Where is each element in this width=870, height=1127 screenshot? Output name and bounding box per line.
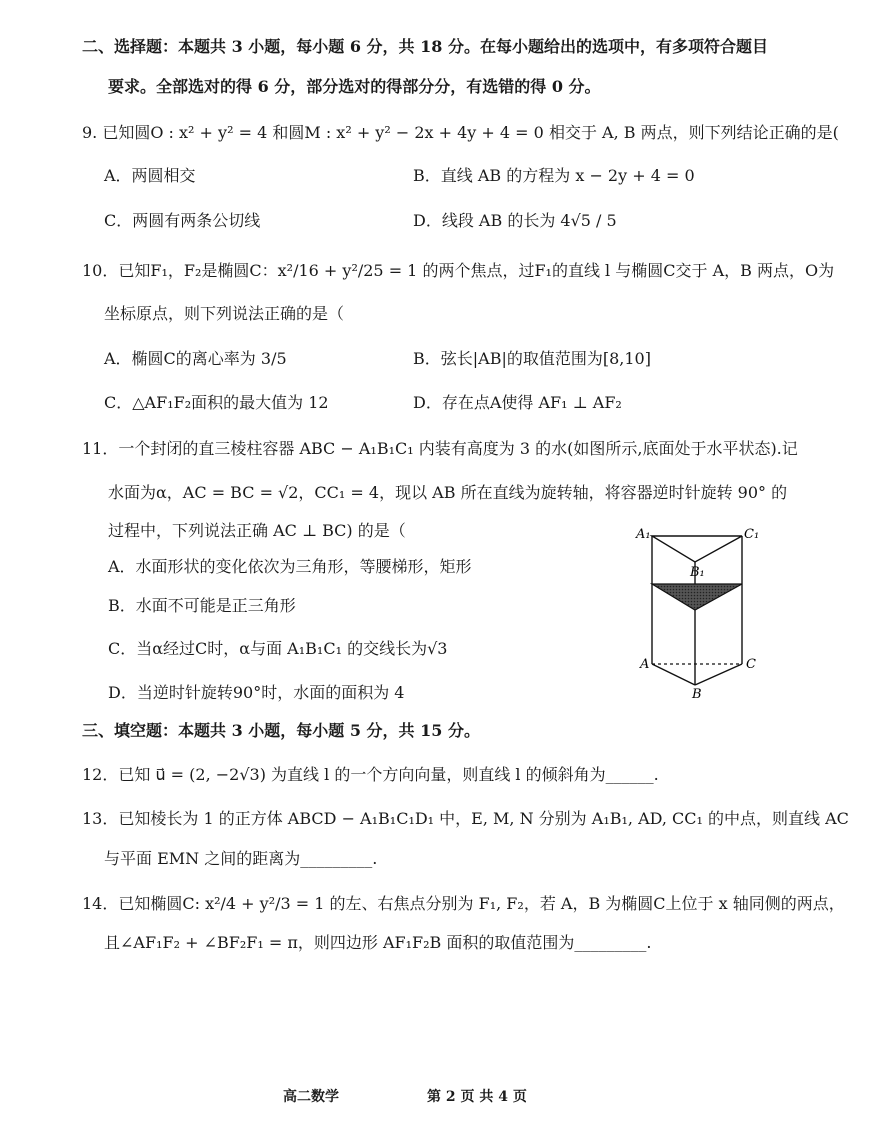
- q9-option-c: C．两圆有两条公切线: [104, 211, 261, 230]
- label-a: A: [640, 657, 650, 672]
- q11-stem-line2: 水面为α，AC = BC = √2，CC₁ = 4，现以 AB 所在直线为旋转轴，将容器逆时针旋转 90° 的: [108, 483, 788, 502]
- q10-stem-line1: 10．已知F₁，F₂是椭圆C：x²/16 + y²/25 = 1 的两个焦点，过F₁的直线 l 与椭圆C交于 A，B 两点，O为: [82, 261, 835, 280]
- q11-option-c: C．当α经过C时，α与面 A₁B₁C₁ 的交线长为√3: [108, 639, 448, 658]
- footer-subject: 高二数学: [283, 1089, 339, 1105]
- q11-option-b: B．水面不可能是正三角形: [108, 596, 296, 615]
- label-c: C: [746, 657, 756, 672]
- q10-option-d: D．存在点A使得 AF₁ ⊥ AF₂: [413, 393, 622, 412]
- q11-stem-line3: 过程中，下列说法正确 AC ⊥ BC) 的是（: [108, 521, 406, 540]
- q14-line1: 14．已知椭圆C: x²/4 + y²/3 = 1 的左、右焦点分别为 F₁, F₂，若 A，B 为椭圆C上位于 x 轴同侧的两点，: [82, 894, 845, 913]
- q10-option-c: C．△AF₁F₂面积的最大值为 12: [104, 393, 329, 412]
- water-surface: [652, 584, 742, 610]
- q13-line1: 13．已知棱长为 1 的正方体 ABCD − A₁B₁C₁D₁ 中，E, M, N 分别为 A₁B₁, AD, CC₁ 的中点，则直线 AC: [82, 809, 849, 828]
- q12-text: 12．已知 u⃗ = (2, −2√3) 为直线 l 的一个方向向量，则直线 l 的倾斜角为______.: [82, 765, 659, 784]
- q10-option-b: B．弦长|AB|的取值范围为[8,10]: [413, 349, 651, 368]
- label-c1: C₁: [744, 527, 760, 542]
- q9-option-d: D．线段 AB 的长为 4√5 / 5: [413, 211, 617, 230]
- label-b: B: [692, 687, 702, 700]
- label-a1: A₁: [636, 527, 651, 542]
- q10-stem-line2: 坐标原点，则下列说法正确的是（: [104, 304, 345, 323]
- q10-option-a: A．椭圆C的离心率为 3/5: [104, 349, 287, 368]
- q9-option-a: A．两圆相交: [104, 166, 196, 185]
- label-b1: B₁: [690, 565, 705, 580]
- footer-page-number: 第 2 页 共 4 页: [427, 1089, 527, 1105]
- q13-line2: 与平面 EMN 之间的距离为_________.: [104, 849, 378, 868]
- prism-figure: [630, 522, 780, 700]
- q9-option-b: B．直线 AB 的方程为 x − 2y + 4 = 0: [413, 166, 695, 185]
- section2-header-line1: 二、选择题：本题共 3 小题，每小题 6 分，共 18 分。在每小题给出的选项中，有多项符合题目: [82, 37, 768, 56]
- q9-stem: 9. 已知圆O : x² + y² = 4 和圆M : x² + y² − 2x + 4y + 4 = 0 相交于 A, B 两点，则下列结论正确的是(: [82, 123, 839, 142]
- q11-option-d: D．当逆时针旋转90°时，水面的面积为 4: [108, 683, 405, 702]
- q11-stem-line1: 11．一个封闭的直三棱柱容器 ABC − A₁B₁C₁ 内装有高度为 3 的水(如图所示,底面处于水平状态).记: [82, 439, 798, 458]
- q14-line2: 且∠AF₁F₂ + ∠BF₂F₁ = π，则四边形 AF₁F₂B 面积的取值范围为_________.: [104, 933, 652, 952]
- section2-header-line2: 要求。全部选对的得 6 分，部分选对的得部分分，有选错的得 0 分。: [108, 77, 601, 96]
- q11-option-a: A．水面形状的变化依次为三角形，等腰梯形，矩形: [108, 557, 472, 576]
- section3-header: 三、填空题：本题共 3 小题，每小题 5 分，共 15 分。: [82, 721, 480, 740]
